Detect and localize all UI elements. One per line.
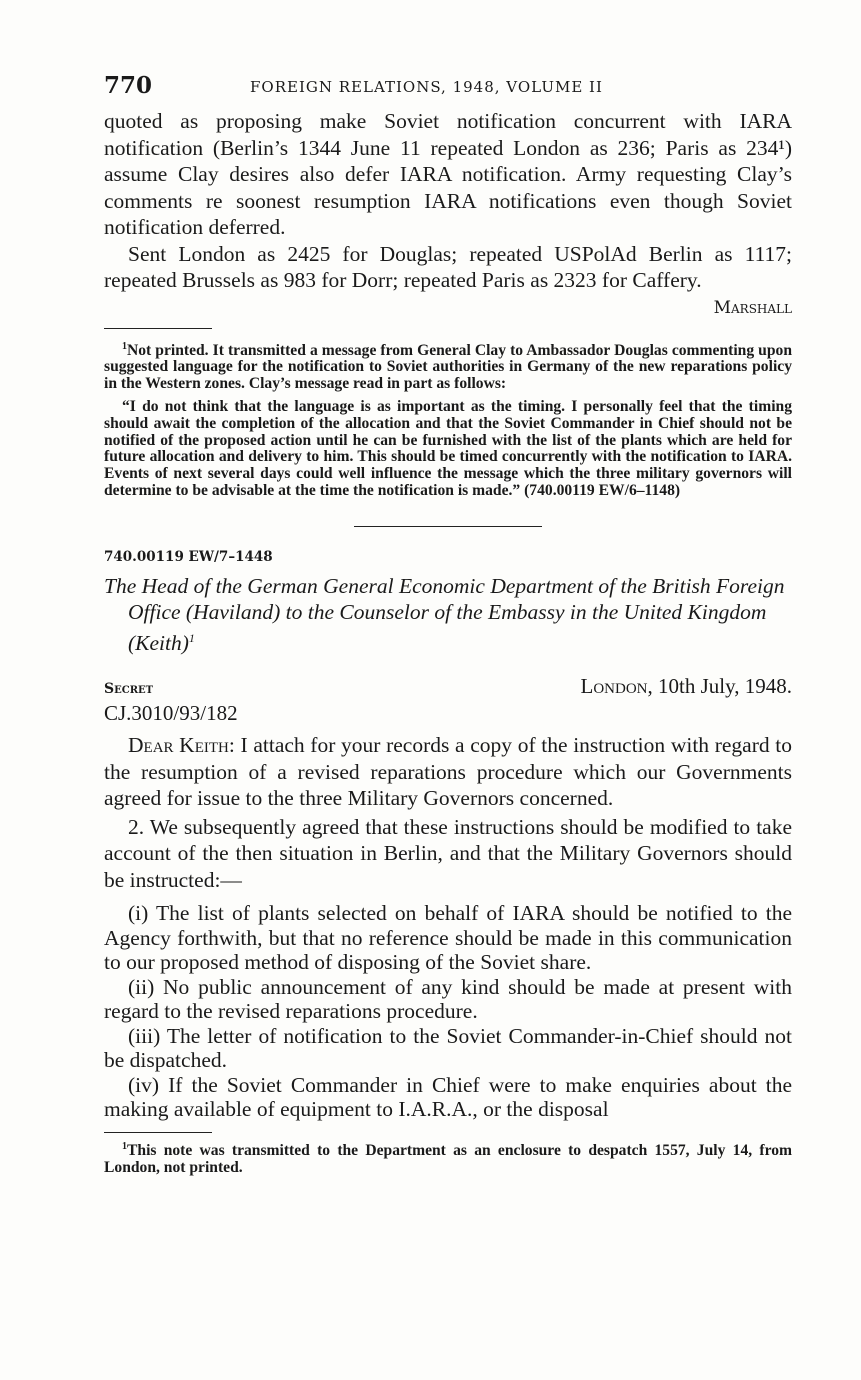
document-heading-text: The Head of the German General Economic Department of the British Foreign Office (Haviland) to the Counselor of the Embassy in the United Kingdom (Keith) bbox=[104, 573, 785, 656]
footnote-divider bbox=[104, 1132, 212, 1133]
page-number: 770 bbox=[104, 72, 153, 99]
footnote bbox=[104, 339, 792, 394]
footnote-quote: “I do not think that the language is as important as the timing. I personally feel that the timing should await the completion of the allocation and that the Soviet Commander in Chief should not be notified of the proposed action until he can be furnished with the list of the plants which are held for future allocation and delivery to him. This should be timed concurrently with the notification to IARA. Events of next several days could well influence the message which the three military governors will determine to be advisable at the time the notification is made.” (740.00119 EW/6–1148) bbox=[104, 398, 792, 500]
distribution-paragraph: Sent London as 2425 for Douglas; repeated USPolAd Berlin as 1117; repeated Brussels as 983 for Dorr; repeated Paris as 2323 for Caffery. bbox=[104, 241, 792, 292]
place: London bbox=[580, 674, 648, 699]
document-reference: CJ.3010/93/182 bbox=[104, 701, 238, 726]
section-divider bbox=[354, 526, 542, 527]
list-item: (iv) If the Soviet Commander in Chief were to make enquiries about the making available of equipment to I.A.R.A., or the disposal bbox=[104, 1072, 792, 1122]
running-title: FOREIGN RELATIONS, 1948, VOLUME II bbox=[250, 78, 603, 96]
list-item: (ii) No public announcement of any kind should be made at present with regard to the revised reparations procedure. bbox=[104, 974, 792, 1024]
classification-row bbox=[104, 674, 792, 699]
salutation: Dear Keith bbox=[128, 733, 229, 758]
footnote bbox=[104, 1139, 792, 1177]
page bbox=[104, 72, 792, 1176]
signature: Marshall bbox=[713, 297, 792, 318]
list-item: (iii) The letter of notification to the Soviet Commander-in-Chief should not be dispatched. bbox=[104, 1023, 792, 1073]
document-heading bbox=[104, 573, 792, 656]
continuation-paragraph: quoted as proposing make Soviet notification concurrent with IARA notification (Berlin’s 1344 June 11 repeated London as 236; Paris as 234¹) assume Clay desires also defer IARA notification. Army requesting Clay’s comments re soonest resumption IARA notifications even though Soviet notification deferred. bbox=[104, 109, 792, 239]
classification: Secret bbox=[104, 681, 154, 698]
letter-paragraph-1-text: : I attach for your records a copy of the instruction with regard to the resumption of a revised reparations procedure which our Governments agreed for issue to the three Military Governors concerned. bbox=[104, 733, 792, 811]
date: , 10th July, 1948. bbox=[647, 674, 792, 699]
footnote-marker: 1 bbox=[122, 1140, 127, 1152]
list-item: (i) The list of plants selected on behalf of IARA should be notified to the Agency forthwith, but that no reference should be made in this communication to our proposed method of disposing of the Soviet share. bbox=[104, 901, 792, 975]
page-header bbox=[104, 72, 792, 108]
file-reference: 740.00119 EW/7–1448 bbox=[104, 548, 273, 565]
footnote-divider bbox=[104, 328, 212, 329]
footnote-text: Not printed. It transmitted a message from General Clay to Ambassador Douglas commenting upon suggested language for the notification to Soviet authorities in Germany of the new reparations policy in the Western zones. Clay’s message read in part as follows: bbox=[104, 341, 792, 393]
footnote-text: This note was transmitted to the Department as an enclosure to despatch 1557, July 14, from London, not printed. bbox=[104, 1141, 792, 1176]
footnote-marker: 1 bbox=[122, 340, 127, 352]
letter-paragraph-2: 2. We subsequently agreed that these instructions should be modified to take account of the then situation in Berlin, and that the Military Governors should be instructed:— bbox=[104, 814, 792, 892]
letter-paragraph-1 bbox=[104, 732, 792, 812]
place-date bbox=[581, 674, 792, 699]
heading-footnote-marker: 1 bbox=[188, 630, 195, 645]
